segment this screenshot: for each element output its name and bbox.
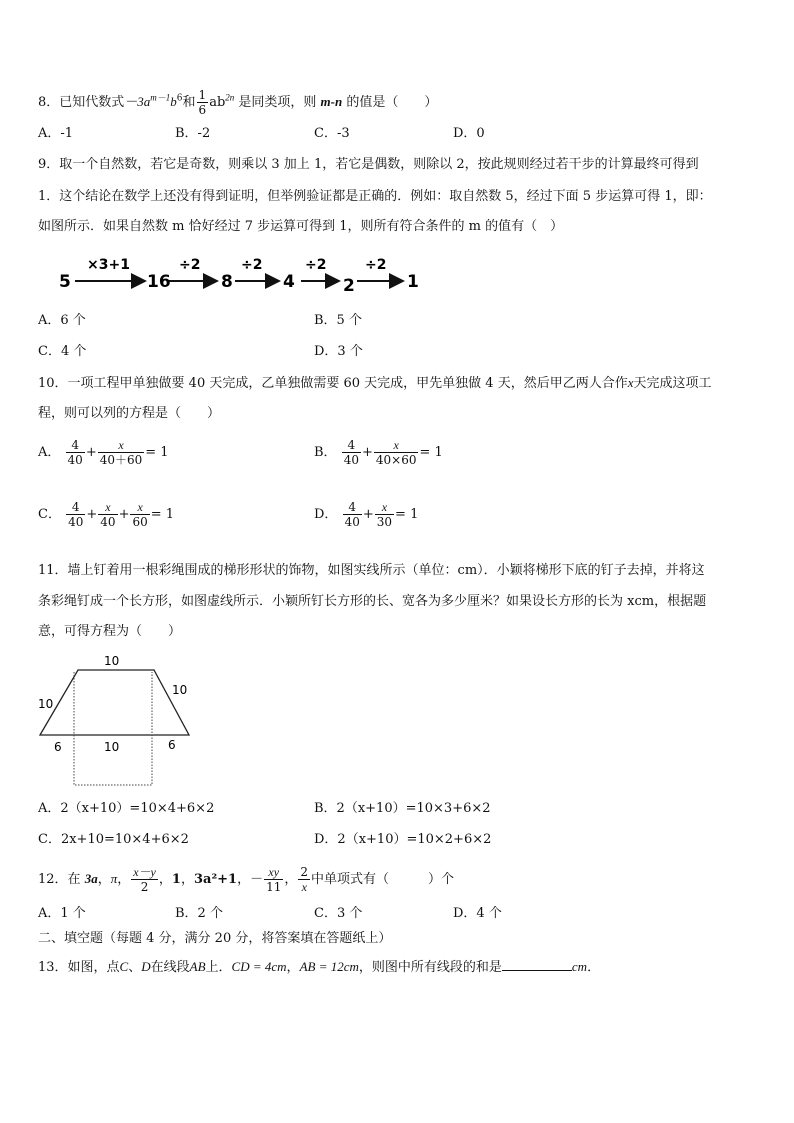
q9-line3: 如图所示．如果自然数 m 恰好经过 7 步运算可得到 1，则所有符合条件的 m 的值有（ ）: [38, 219, 564, 234]
q8-coef: －3: [124, 94, 144, 109]
q9-line2: 1．这个结论在数学上还没有得到证明，但举例验证都是正确的．例如：取自然数 5，经过下面 5 步运算可得 1，即：: [38, 189, 712, 204]
frac-num: x: [98, 438, 145, 453]
q8-option-c[interactable]: C．-3: [314, 126, 350, 141]
label-bottom-right: 6: [168, 738, 176, 752]
q12-term-3a2: 3a²+1: [193, 872, 238, 887]
q8-and: 和: [182, 95, 196, 110]
plus-sign: +: [361, 445, 373, 460]
chain-num-0: 5: [59, 272, 71, 292]
q8-ab: ab: [209, 95, 226, 110]
sep: ，: [237, 872, 251, 887]
q10-line1-text: 10．一项工程甲单独做要 40 天完成，乙单独做需要 60 天完成，甲先单独做 4 天，然后甲乙两人合作: [38, 376, 628, 391]
frac-num: xy: [264, 865, 283, 880]
q8-frac-den: 6: [198, 103, 207, 117]
q10-c-frac2: [98, 500, 117, 529]
chain-num-5: 1: [407, 272, 419, 292]
q11-option-a[interactable]: A．2（x+10）=10×4+6×2: [38, 801, 215, 816]
q8-stem: [38, 88, 437, 117]
q11-line3: 意，可得方程为（ ）: [38, 624, 182, 639]
q12-term-pi: π: [110, 871, 118, 886]
sep: ，: [117, 872, 131, 887]
equals-one: = 1: [145, 445, 169, 460]
q10-option-d[interactable]: [314, 500, 418, 529]
q8-frac-num: 1: [198, 88, 207, 102]
q9-line1: 9．取一个自然数，若它是奇数，则乘以 3 加上 1，若它是偶数，则除以 2，按此规则经过若干步的计算最终可得到: [38, 157, 699, 172]
frac-den: 40: [67, 453, 83, 467]
frac-den: 40×60: [375, 453, 417, 467]
q12-term-3a: 3a: [84, 871, 98, 886]
q8-expr: m-n: [320, 94, 343, 109]
sep: ，: [180, 872, 194, 887]
segment-ab: AB: [189, 959, 206, 974]
q11-option-b[interactable]: B．2（x+10）=10×3+6×2: [314, 801, 491, 816]
q8-option-d[interactable]: D．0: [453, 126, 485, 141]
q10-line1: [38, 374, 712, 393]
q8-option-b[interactable]: B．-2: [175, 126, 211, 141]
frac-num: x: [130, 500, 149, 515]
frac-den: 40: [100, 515, 116, 529]
q13-tail: ，则图中所有线段的和是: [358, 960, 502, 975]
q12-stem: [38, 862, 454, 897]
frac-num: x: [374, 438, 419, 453]
q10-b-label: B．: [314, 445, 337, 460]
frac-den: 40: [68, 515, 84, 529]
frac-num: x: [375, 500, 394, 515]
equals-one: = 1: [150, 507, 175, 522]
chain-num-2: 8: [221, 272, 233, 292]
frac-num: 4: [343, 500, 362, 515]
frac-den: 2: [140, 880, 149, 894]
q10-line2: 程，则可以列的方程是（ ）: [38, 406, 221, 421]
trapezoid-solid: [40, 670, 189, 735]
q10-c-frac3: [130, 500, 149, 529]
rectangle-dashed: [74, 672, 152, 785]
q10-option-b[interactable]: [314, 438, 443, 467]
q9-option-a[interactable]: A．6 个: [38, 313, 86, 328]
frac-num: x－y: [133, 865, 156, 879]
q11-line1: 11．墙上钉着用一根彩绳围成的梯形形状的饰物，如图实线所示（单位：cm）．小颖将梯形下底的钉子去掉，并将这: [38, 563, 705, 578]
q8-fraction: [197, 88, 209, 117]
section-heading-fill-in: 二、填空题（每题 4 分，满分 20 分，将答案填在答题纸上）: [38, 931, 392, 946]
unit-cm: cm: [571, 959, 588, 974]
equals-one: = 1: [395, 507, 419, 522]
q12-frac-2x: [298, 865, 310, 894]
q10-line1-tail: 天完成这项工: [633, 376, 712, 391]
q9-option-c[interactable]: C．4 个: [38, 344, 87, 359]
q8-option-a[interactable]: A．-1: [38, 126, 74, 141]
q10-a-frac1: [66, 438, 85, 467]
q10-a-label: A．: [38, 445, 61, 460]
q10-option-a[interactable]: [38, 438, 169, 467]
q8-ab-exp: 2n: [225, 92, 235, 103]
q13-stem: [38, 958, 600, 977]
q10-var: x: [627, 375, 634, 390]
q10-c-frac1: [66, 500, 85, 529]
frac-den: 60: [132, 515, 148, 529]
q8-a: a: [143, 94, 151, 109]
q8-rest: 是同类项，则: [234, 95, 321, 110]
q10-d-frac2: [375, 500, 394, 529]
q13-number: 13．如图，点: [38, 960, 120, 975]
q13-end: ．: [587, 960, 601, 975]
chain-op-4: ÷2: [365, 257, 387, 273]
point-d: D: [141, 959, 151, 974]
q12-option-b[interactable]: B．2 个: [175, 906, 223, 921]
frac-den: x: [301, 880, 307, 894]
q12-option-a[interactable]: A．1 个: [38, 906, 86, 921]
q12-frac-xy: [131, 865, 158, 894]
point-c: C: [119, 959, 129, 974]
chain-op-3: ÷2: [305, 257, 327, 273]
plus-sign: +: [362, 507, 374, 522]
label-bottom-left: 6: [54, 740, 62, 754]
q11-trapezoid-figure: [34, 650, 204, 790]
answer-blank[interactable]: [502, 958, 572, 971]
frac-den: 40＋60: [99, 453, 143, 467]
q11-line2: 条彩绳钉成一个长方形，如图虚线所示．小颖所钉长方形的长、宽各为多少厘米？如果设长方形的长为 xcm，根据题: [38, 594, 707, 609]
label-left: 10: [38, 697, 54, 711]
frac-num: 4: [66, 438, 85, 453]
q12-frac-xy11: [264, 865, 283, 894]
q12-option-d[interactable]: D．4 个: [453, 906, 502, 921]
q12-term-1: 1: [171, 872, 181, 887]
q8-b: b: [170, 94, 177, 109]
q13-mid2: 上．: [205, 960, 232, 975]
q8-b-exp: 6: [176, 93, 183, 104]
q10-option-c[interactable]: [38, 500, 174, 529]
frac-den: 30: [376, 515, 393, 529]
label-right: 10: [172, 683, 188, 697]
sep: ，: [286, 960, 300, 975]
frac-num: x: [98, 500, 117, 515]
plus-sign: +: [86, 507, 98, 522]
q8-tail: 的值是（ ）: [342, 95, 438, 110]
q10-b-frac1: [342, 438, 361, 467]
frac-den: 40: [344, 515, 360, 529]
plus-sign: +: [85, 445, 97, 460]
label-top: 10: [104, 654, 120, 668]
frac-den: 40: [343, 453, 359, 467]
chain-op-2: ÷2: [241, 257, 263, 273]
chain-op-0: ×3+1: [87, 257, 130, 273]
q9-option-b[interactable]: B．5 个: [314, 313, 362, 328]
q8-a-exp: m－1: [150, 92, 171, 103]
chain-num-4: 2: [343, 276, 355, 296]
q11-option-c[interactable]: C．2x+10=10×4+6×2: [38, 832, 189, 847]
sep: 、: [128, 960, 142, 975]
frac-den: 11: [266, 880, 282, 894]
q12-tail: 中单项式有（ ）个: [311, 872, 455, 887]
sep: ，: [158, 872, 172, 887]
sep: ，: [97, 872, 111, 887]
label-bottom-mid: 10: [104, 740, 120, 754]
q10-b-frac2: [374, 438, 419, 467]
q10-c-label: C．: [38, 507, 61, 522]
q12-number: 12．在: [38, 872, 85, 887]
plus-sign: +: [118, 507, 130, 522]
equals-one: = 1: [419, 445, 443, 460]
frac-num: 2: [300, 865, 309, 879]
frac-num: 4: [342, 438, 361, 453]
q10-a-frac2: [98, 438, 145, 467]
q8-number: 8．已知代数式: [38, 95, 125, 110]
q10-d-label: D．: [314, 507, 338, 522]
ab-length: AB = 12cm: [299, 959, 359, 974]
frac-num: 4: [66, 500, 85, 515]
minus-sign: －: [250, 872, 264, 887]
chain-op-1: ÷2: [179, 257, 201, 273]
q12-option-c[interactable]: C．3 个: [314, 906, 363, 921]
q10-d-frac1: [343, 500, 362, 529]
q11-option-d[interactable]: D．2（x+10）=10×2+6×2: [314, 832, 492, 847]
q13-mid: 在线段: [150, 960, 190, 975]
sep: ，: [284, 872, 298, 887]
chain-num-3: 4: [283, 272, 295, 292]
chain-num-1: 16: [147, 272, 171, 292]
cd-length: CD = 4cm: [231, 959, 287, 974]
q9-operation-chain: [55, 255, 435, 297]
q9-option-d[interactable]: D．3 个: [314, 344, 363, 359]
